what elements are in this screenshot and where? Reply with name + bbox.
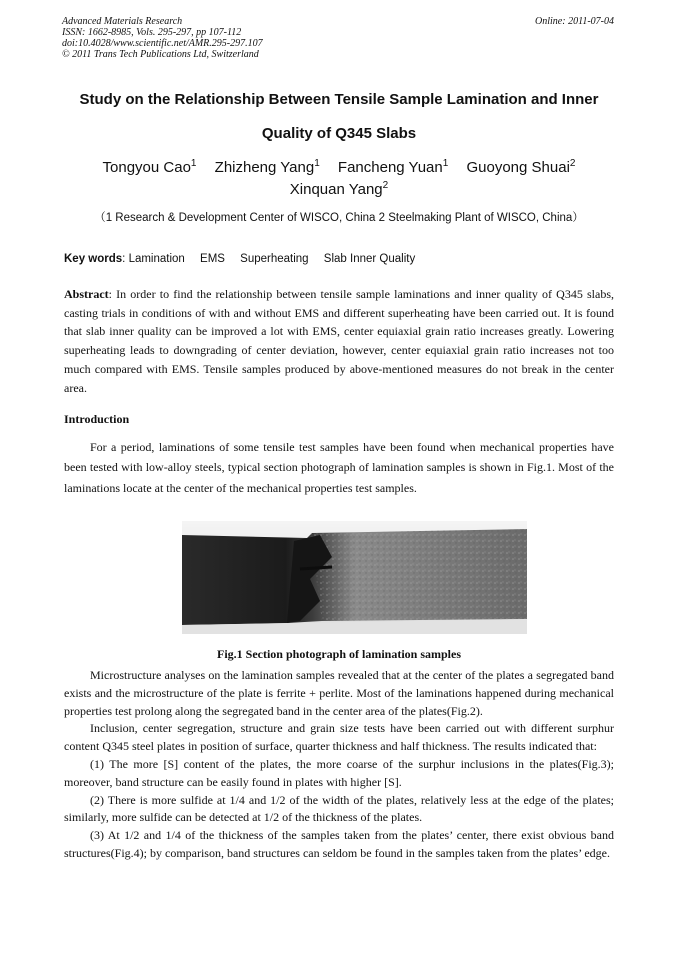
paper-title-line-2: Quality of Q345 Slabs: [261, 125, 417, 142]
journal-header: [62, 16, 263, 60]
doi-line: doi:10.4028/www.scientific.net/AMR.295-297.107: [62, 38, 263, 49]
author: Guoyong Shuai$^2$: [466, 158, 576, 176]
section-heading-introduction: Introduction: [64, 412, 130, 426]
journal-name: Advanced Materials Research: [62, 16, 183, 27]
paragraph: Microstructure analyses on the lamination samples revealed that at the center of the plates a segregated band exists and the microstructure of the plate is ferrite + perlite. Most of the laminations happened during mechanical properties test prolong along the segregated band in the center area of the plates(Fig.2).: [64, 668, 614, 718]
figure-1-photograph: [182, 521, 527, 634]
body-text: [64, 667, 614, 863]
keyword: Superheating: [240, 253, 309, 265]
author: Fancheng Yuan$^1$: [337, 158, 449, 176]
figure-1-caption: Fig.1 Section photograph of lamination samples: [216, 647, 462, 661]
keywords-label: Key words: [64, 253, 123, 265]
lamination-sample-image: [182, 521, 527, 634]
author: Xinquan Yang$^2$: [289, 180, 389, 198]
keyword: Lamination: [128, 253, 185, 265]
author-list: [40, 157, 638, 201]
paragraph: Inclusion, center segregation, structure and grain size tests have been carried out with different surphur content Q345 steel plates in position of surface, quarter thickness and half thickness. The results indicated that:: [64, 721, 614, 754]
paragraph: (1) The more [S] content of the plates, the more coarse of the surphur inclusions in the plates(Fig.3); moreover, band structure can be easily found in plates with higher [S].: [64, 756, 614, 789]
issn-line: ISSN: 1662-8985, Vols. 295-297, pp 107-112: [62, 27, 242, 38]
keyword: Slab Inner Quality: [323, 253, 416, 265]
abstract-label: Abstract: [64, 287, 109, 301]
keyword: EMS: [200, 253, 225, 265]
abstract: [64, 285, 614, 397]
paragraph: (3) At 1/2 and 1/4 of the thickness of the samples taken from the plates’ center, there exist obvious band structures(Fig.4); by comparison, band structures can seldom be found in the samples taken from the plates’ edge.: [64, 828, 614, 860]
abstract-text: : In order to find the relationship between tensile sample laminations and inner quality of Q345 slabs, casting trials in conditions of with and without EMS and different superheating have been carried out. It is found that slab inner quality can be improved a lot with EMS, center equiaxial grain ratio increases greatly. Lowering superheating leads to downgrading of center deviation, however, center equiaxial grain ratio increases not too much compared with EMS. Tensile samples produced by above-mentioned measures do not break in the center area.: [64, 287, 614, 395]
author: Tongyou Cao$^1$: [102, 158, 197, 176]
copyright-line: © 2011 Trans Tech Publications Ltd, Switzerland: [62, 49, 259, 60]
paragraph: (2) There is more sulfide at 1/4 and 1/2 of the width of the plates, relatively less at the edge of the plates; similarly, more sulfide can be detected at 1/2 of the thickness of the plates.: [64, 792, 614, 825]
author: Zhizheng Yang$^1$: [214, 158, 320, 176]
intro-paragraph: For a period, laminations of some tensile test samples have been found when mechanical properties have been tested with low-alloy steels, typical section photograph of lamination samples is shown in Fig.1. Most of the laminations locate at the center of the mechanical properties test samples.: [64, 440, 614, 495]
paper-title-line-1: Study on the Relationship Between Tensile Sample Lamination and Inner: [79, 91, 599, 108]
affiliations: （1 Research & Development Center of WISCO, China 2 Steelmaking Plant of WISCO, China）: [94, 212, 584, 224]
online-date: Online: 2011-07-04: [535, 16, 614, 27]
keywords: Key words: Lamination EMS Superheating Slab Inner Quality: [64, 253, 416, 265]
